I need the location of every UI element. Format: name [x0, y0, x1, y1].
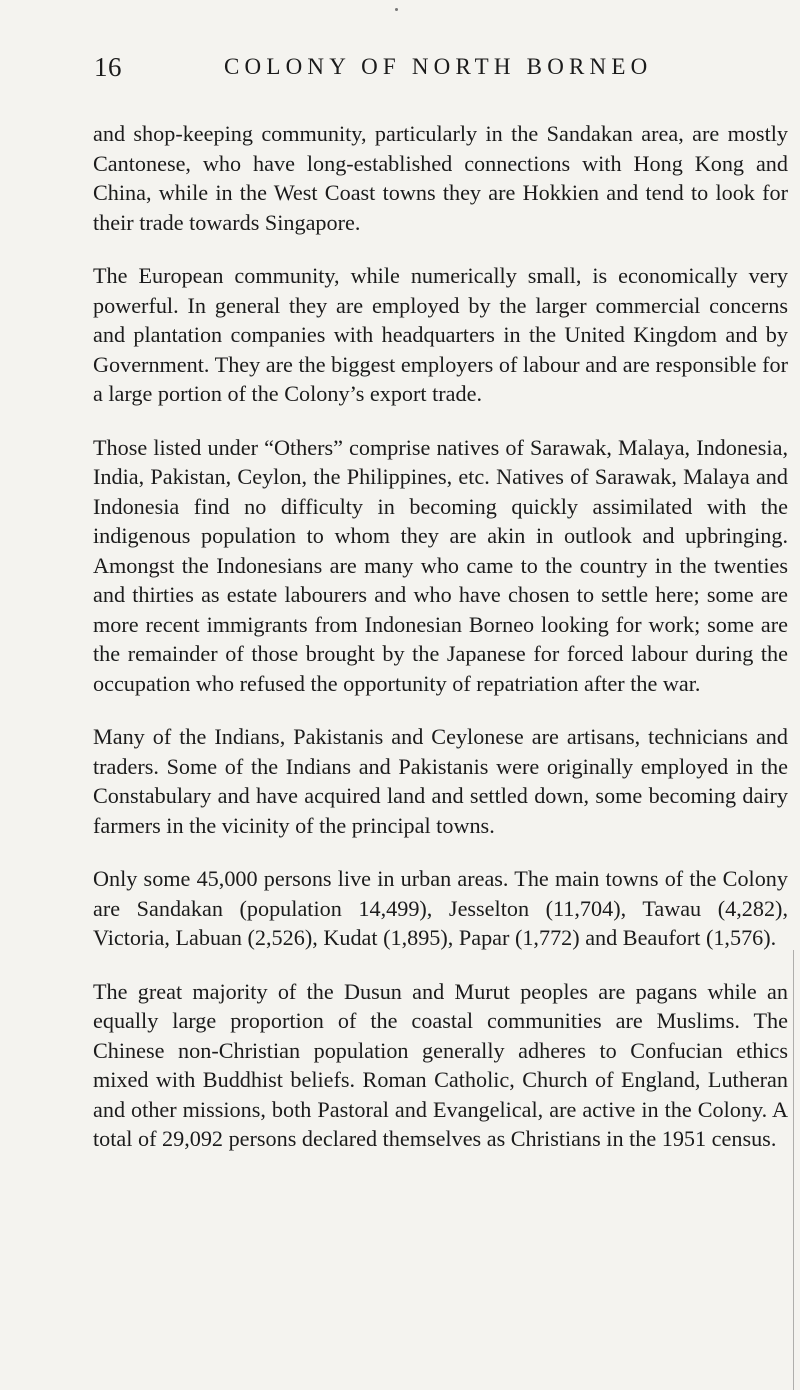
body-text — [93, 119, 788, 1178]
page-edge-shadow — [793, 950, 794, 1390]
scan-speck — [395, 8, 398, 11]
paragraph-4: Many of the Indians, Pakistanis and Ceylonese are artisans, technicians and traders. Some of the Indians and Pakistanis were originally employed in the Constabulary and have acquired land and settled down, some becoming dairy farmers in the vicinity of the principal towns. — [93, 724, 788, 838]
page-number: 16 — [94, 52, 122, 82]
page-header — [94, 52, 740, 88]
paragraph-6: The great majority of the Dusun and Murut peoples are pagans while an equally large proportion of the coastal communities are Muslims. The Chinese non-Christian population generally adheres to Confucian ethics mixed with Buddhist beliefs. Roman Catholic, Church of England, Lutheran and other missions, both Pastoral and Evangelical, are active in the Colony. A total of 29,092 persons declared themselves as Christians in the 1951 census. — [93, 978, 788, 1151]
paragraph-1: and shop-keeping community, particularly in the Sandakan area, are mostly Cantonese, who have long-established connections with Hong Kong and China, while in the West Coast towns they are Hokkien and tend to look for their trade towards Singapore. — [93, 121, 788, 235]
paragraph-2: The European community, while numerically small, is economically very powerful. In general they are employed by the larger commercial concerns and plantation companies with headquarters in the United Kingdom and by Government. They are the biggest employers of labour and are responsible for a large portion of the Colony’s export trade. — [93, 263, 788, 406]
paragraph-3: Those listed under “Others” comprise natives of Sarawak, Malaya, Indonesia, India, Pakistan, Ceylon, the Philippines, etc. Natives of Sarawak, Malaya and Indonesia find no difficulty in becoming quickly assimilated with the indigenous population to whom they are akin in outlook and upbringing. Amongst the Indonesians are many who came to the country in the twenties and thirties as estate labourers and who have chosen to settle here; some are more recent immigrants from Indonesian Borneo looking for work; some are the remainder of those brought by the Japanese for forced labour during the occupation who refused the opportunity of repatriation after the war. — [93, 434, 788, 696]
paragraph-5: Only some 45,000 persons live in urban areas. The main towns of the Colony are Sandakan (population 14,499), Jesselton (11,704), Tawau (4,282), Victoria, Labuan (2,526), Kudat (1,895), Papar (1,772) and Beaufort (1,576). — [93, 866, 788, 950]
running-title: COLONY OF NORTH BORNEO — [224, 54, 653, 79]
